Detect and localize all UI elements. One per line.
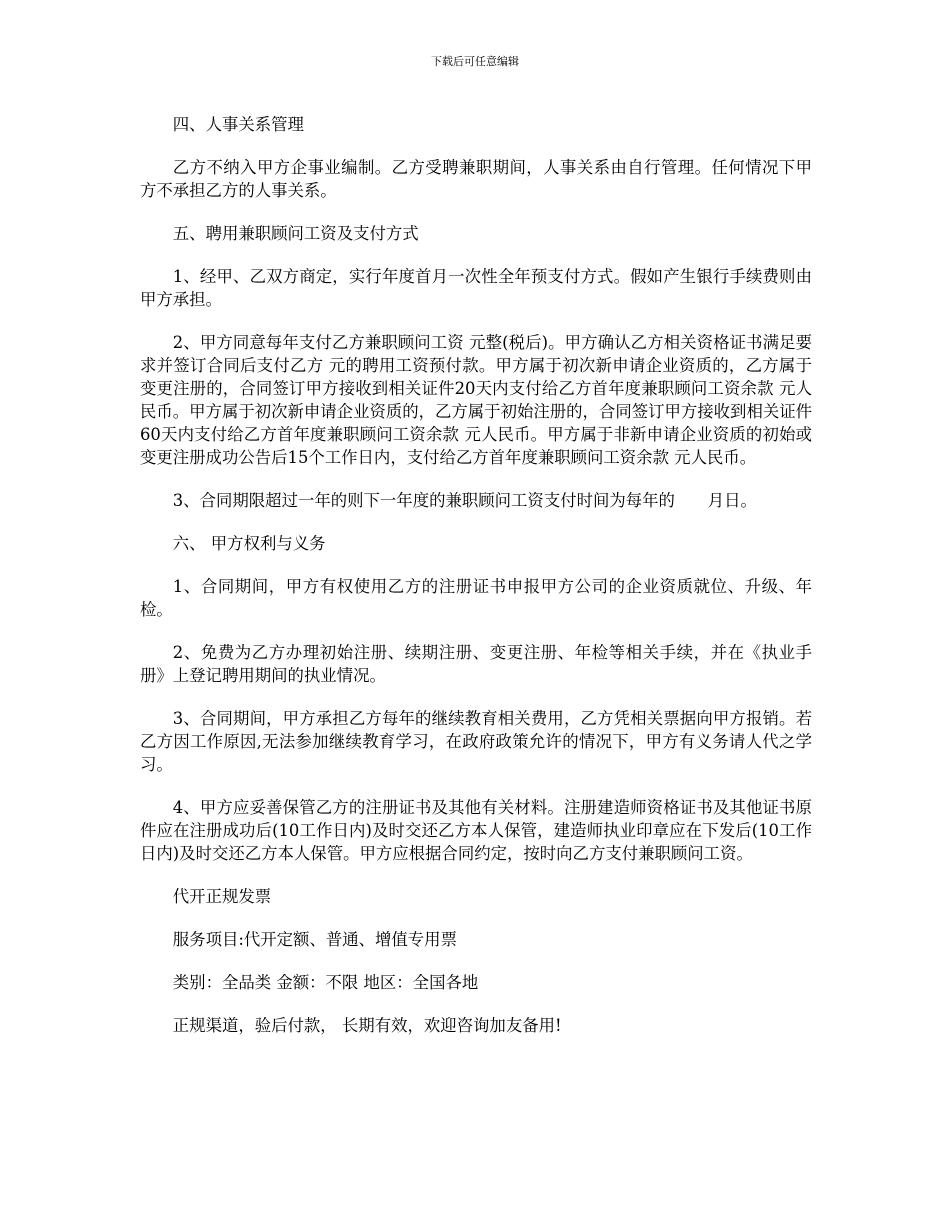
paragraph: 3、合同期限超过一年的则下一年度的兼职顾问工资支付时间为每年的 月日。 [172, 491, 757, 510]
section-heading-6: 六、 甲方权利与义务 [172, 534, 326, 553]
paragraph: 1、经甲、乙双方商定，实行年度首月一次性全年预支付方式。假如产生银行手续费则由甲方承担。 [140, 267, 812, 309]
ad-category: 类别：全品类 金额：不限 地区：全国各地 [172, 973, 479, 992]
ad-heading: 代开正规发票 [172, 887, 272, 906]
paragraph: 2、甲方同意每年支付乙方兼职顾问工资 元整(税后)。甲方确认乙方相关资格证书满足要求并签订合同后支付乙方 元的聘用工资预付款。甲方属于初次新申请企业资质的，乙方属于变更注册的，合同签订甲方接收到相关证件20天内支付给乙方首年度兼职顾问工资余款 元人民币。甲方属于初次新申请企业资质的，乙方属于初始注册的，合同签订甲方接收到相关证件60天内支付给乙方首年度兼职顾问工资余款 元人民币。甲方属于非新申请企业资质的初始或变更注册成功公告后15个工作日内，支付给乙方首年度兼职顾问工资余款 元人民币。 [140, 333, 813, 467]
paragraph: 4、甲方应妥善保管乙方的注册证书及其他有关材料。注册建造师资格证书及其他证书原件应在注册成功后(10工作日内)及时交还乙方本人保管，建造师执业印章应在下发后(10工作日内)及时交还乙方本人保管。甲方应根据合同约定，按时向乙方支付兼职顾问工资。 [140, 798, 812, 863]
paragraph: 乙方不纳入甲方企事业编制。乙方受聘兼职期间，人事关系由自行管理。任何情况下甲方不承担乙方的人事关系。 [140, 158, 812, 200]
paragraph: 3、合同期间，甲方承担乙方每年的继续教育相关费用，乙方凭相关票据向甲方报销。若乙方因工作原因,无法参加继续教育学习，在政府政策允许的情况下，甲方有义务请人代之学习。 [140, 709, 812, 774]
document-body [140, 113, 812, 1057]
paragraph: 2、免费为乙方办理初始注册、续期注册、变更注册、年检等相关手续，并在《执业手册》上登记聘用期间的执业情况。 [140, 643, 812, 685]
paragraph: 1、合同期间，甲方有权使用乙方的注册证书申报甲方公司的企业资质就位、升级、年检。 [140, 577, 812, 619]
section-heading-5: 五、聘用兼职顾问工资及支付方式 [172, 224, 419, 243]
section-heading-4: 四、人事关系管理 [172, 115, 304, 134]
page-header: 下载后可任意编辑 [431, 55, 519, 68]
ad-closing: 正规渠道，验后付款， 长期有效，欢迎咨询加友备用! [172, 1016, 562, 1035]
ad-service-items: 服务项目:代开定额、普通、增值专用票 [172, 930, 457, 949]
